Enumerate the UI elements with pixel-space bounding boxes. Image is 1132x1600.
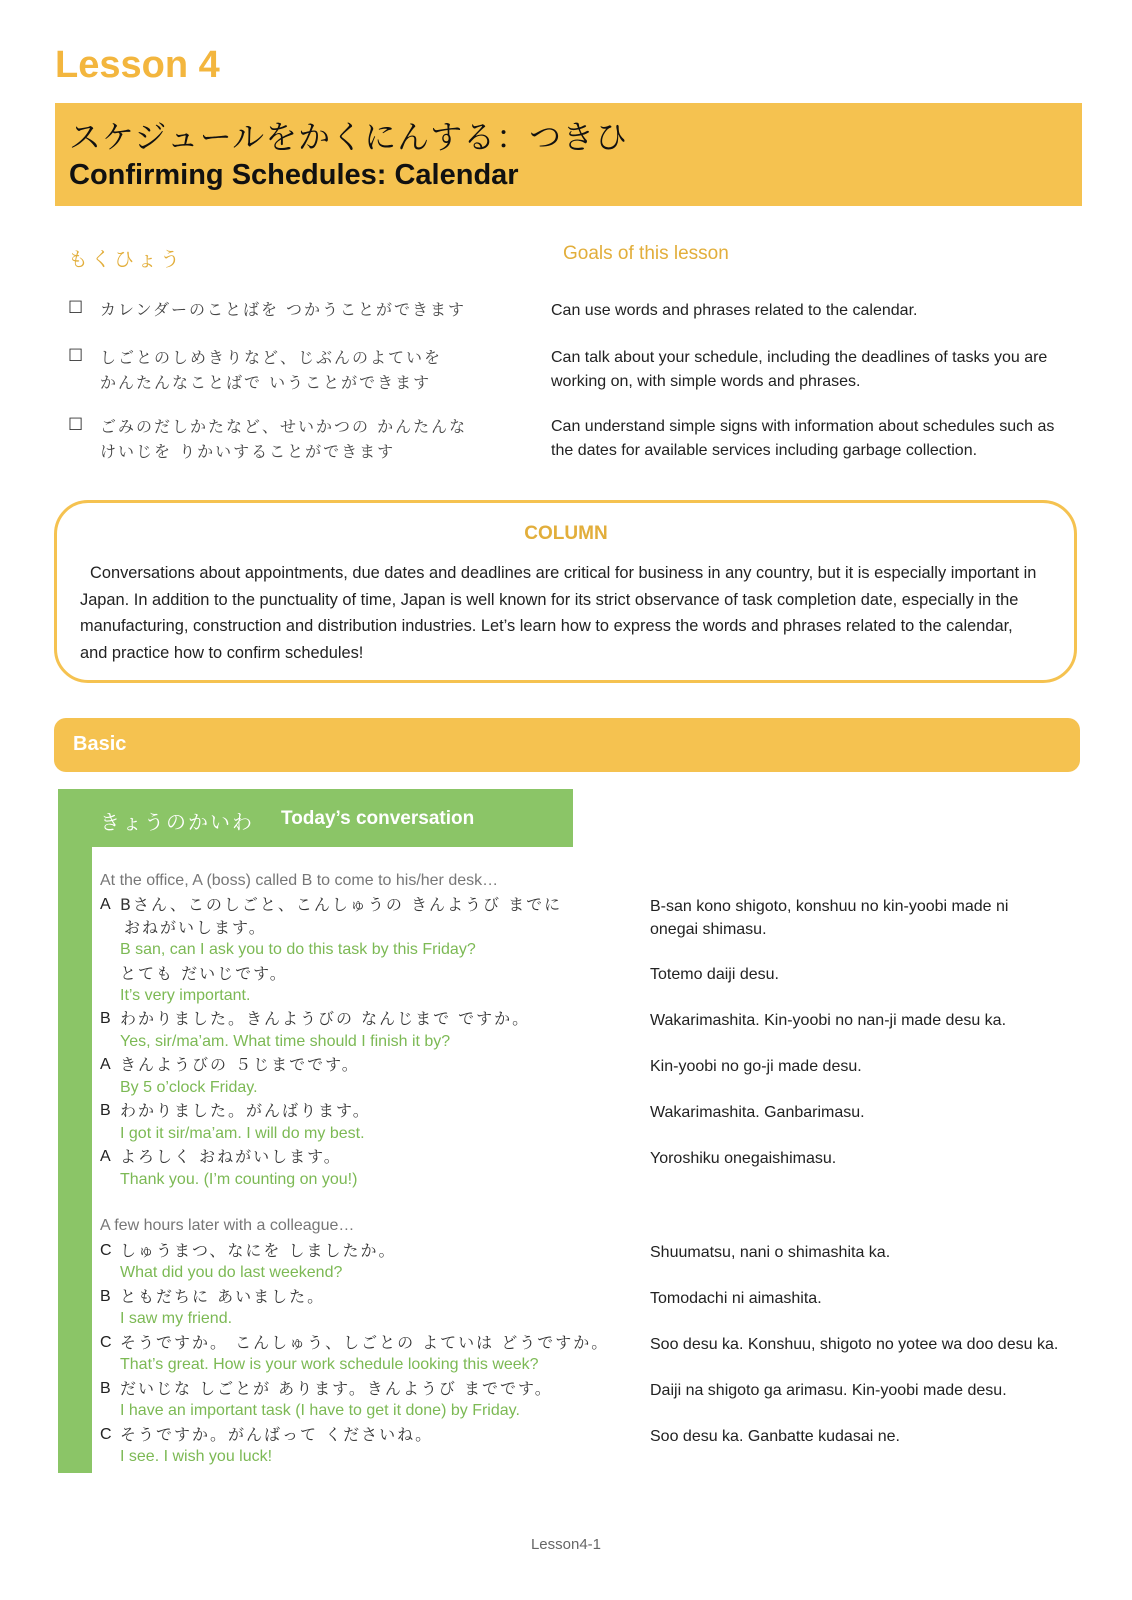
- goal-2-jp-line: かんたんなことばで いうことができます: [100, 373, 432, 392]
- goal-checkbox-3[interactable]: ☐: [68, 415, 84, 435]
- speaker-label: A: [100, 896, 111, 913]
- dialogue-romaji: Soo desu ka. Konshuu, shigoto no yotee wa doo desu ka.: [650, 1336, 1059, 1353]
- goal-1-english: Can use words and phrases related to the calendar.: [551, 302, 918, 319]
- conversation-heading-english: Today’s conversation: [281, 808, 475, 829]
- dialogue-english: Yes, sir/ma’am. What time should I finish it by?: [120, 1033, 451, 1050]
- speaker-label: C: [100, 1242, 112, 1259]
- dialogue-japanese: とても だいじです。: [120, 964, 288, 983]
- dialogue-japanese: よろしく おねがいします。: [120, 1147, 342, 1166]
- dialogue-japanese: [120, 893, 562, 939]
- dialogue-romaji: Totemo daiji desu.: [650, 966, 779, 983]
- speaker-label: A: [100, 1148, 111, 1165]
- goal-1-japanese: [100, 297, 466, 322]
- dialogue-japanese: そうですか。 こんしゅう、しごとの よていは どうですか。: [120, 1333, 610, 1352]
- goal-3-jp-line: ごみのだしかたなど、せいかつの かんたんな: [100, 417, 468, 436]
- dialogue-romaji: Tomodachi ni aimashita.: [650, 1290, 822, 1307]
- goal-2-english: Can talk about your schedule, including the deadlines of tasks you are working on, with simple words and phrases.: [551, 349, 1048, 390]
- dialogue-japanese: きんようびの ５じまでです。: [120, 1055, 360, 1074]
- dialogue-japanese: だいじな しごとが あります。きんようび までです。: [120, 1379, 553, 1398]
- page-title-japanese: スケジュールをかくにんする：つきひ: [69, 118, 629, 156]
- dialogue-english: I got it sir/ma’am. I will do my best.: [120, 1125, 365, 1142]
- scene-description: At the office, A (boss) called B to come to his/her desk…: [100, 872, 499, 889]
- page-title-english: Confirming Schedules: Calendar: [69, 159, 519, 191]
- dialogue-romaji: Wakarimashita. Kin-yoobi no nan-ji made desu ka.: [650, 1012, 1007, 1029]
- dialogue-romaji: Daiji na shigoto ga arimasu. Kin-yoobi made desu.: [650, 1382, 1007, 1399]
- dialogue-jp-line: おねがいします。: [124, 918, 267, 937]
- column-text: Conversations about appointments, due dates and deadlines are critical for business in any country, but it is especially important in Japan. In addition to the punctuality of time, Japan is well known for its strict observance of task completion date, especially in the manufacturing, construction and distribution industries. Let’s learn how to express the words and phrases related to the calendar, and practice how to confirm schedules!: [80, 564, 1037, 662]
- dialogue-japanese: わかりました。がんばります。: [120, 1101, 371, 1120]
- dialogue-english: I have an important task (I have to get it done) by Friday.: [120, 1402, 520, 1419]
- dialogue-english: It’s very important.: [120, 987, 251, 1004]
- goal-checkbox-1[interactable]: ☐: [68, 298, 84, 318]
- dialogue-english: What did you do last weekend?: [120, 1264, 343, 1281]
- basic-section-label: Basic: [73, 733, 127, 755]
- speaker-label: B: [100, 1288, 111, 1305]
- dialogue-romaji: Wakarimashita. Ganbarimasu.: [650, 1104, 865, 1121]
- speaker-label: A: [100, 1056, 111, 1073]
- dialogue-english: I saw my friend.: [120, 1310, 233, 1327]
- scene-description: A few hours later with a colleague…: [100, 1217, 355, 1234]
- dialogue-japanese: わかりました。きんようびの なんじまで ですか。: [120, 1009, 531, 1028]
- goal-3-jp-line: けいじを りかいすることができます: [100, 442, 396, 461]
- dialogue-japanese: そうですか。がんばって くださいね。: [120, 1425, 434, 1444]
- basic-section-band: [54, 718, 1080, 772]
- dialogue-english: By 5 o’clock Friday.: [120, 1079, 258, 1096]
- dialogue-english: That’s great. How is your work schedule looking this week?: [120, 1356, 539, 1373]
- goal-checkbox-2[interactable]: ☐: [68, 346, 84, 366]
- lesson-number: Lesson 4: [55, 44, 220, 86]
- goal-1-jp-line: カレンダーのことばを つかうことができます: [100, 300, 467, 319]
- goals-heading-japanese: もくひょう: [68, 247, 183, 271]
- dialogue-japanese: ともだちに あいました。: [120, 1287, 326, 1306]
- goals-heading-english: Goals of this lesson: [563, 243, 729, 264]
- dialogue-jp-line: Bさん、このしごと、こんしゅうの きんようび までに: [120, 895, 563, 914]
- goal-3-japanese: [100, 414, 467, 464]
- goal-3-english: Can understand simple signs with information about schedules such as the dates for available services including garbage collection.: [551, 418, 1055, 459]
- dialogue-english: I see. I wish you luck!: [120, 1448, 273, 1465]
- speaker-label: B: [100, 1102, 111, 1119]
- conversation-heading-japanese: きょうのかいわ: [100, 810, 254, 834]
- speaker-label: C: [100, 1334, 112, 1351]
- dialogue-japanese: しゅうまつ、なにを しましたか。: [120, 1241, 397, 1260]
- dialogue-romaji: Soo desu ka. Ganbatte kudasai ne.: [650, 1428, 900, 1445]
- dialogue-romaji: Yoroshiku onegaishimasu.: [650, 1150, 837, 1167]
- dialogue-english: Thank you. (I’m counting on you!): [120, 1171, 358, 1188]
- conversation-side-bar: [58, 789, 92, 1473]
- page-number: Lesson4-1: [530, 1536, 602, 1553]
- speaker-label: B: [100, 1010, 111, 1027]
- speaker-label: C: [100, 1426, 112, 1443]
- goal-2-jp-line: しごとのしめきりなど、じぶんのよていを: [100, 348, 443, 367]
- speaker-label: B: [100, 1380, 111, 1397]
- dialogue-romaji: Kin-yoobi no go-ji made desu.: [650, 1058, 862, 1075]
- dialogue-romaji: B-san kono shigoto, konshuu no kin-yoobi made ni onegai shimasu.: [650, 898, 1009, 938]
- goal-2-japanese: [100, 345, 442, 395]
- dialogue-romaji: Shuumatsu, nani o shimashita ka.: [650, 1244, 891, 1261]
- dialogue-english: B san, can I ask you to do this task by this Friday?: [120, 941, 476, 958]
- column-title: COLUMN: [524, 523, 608, 544]
